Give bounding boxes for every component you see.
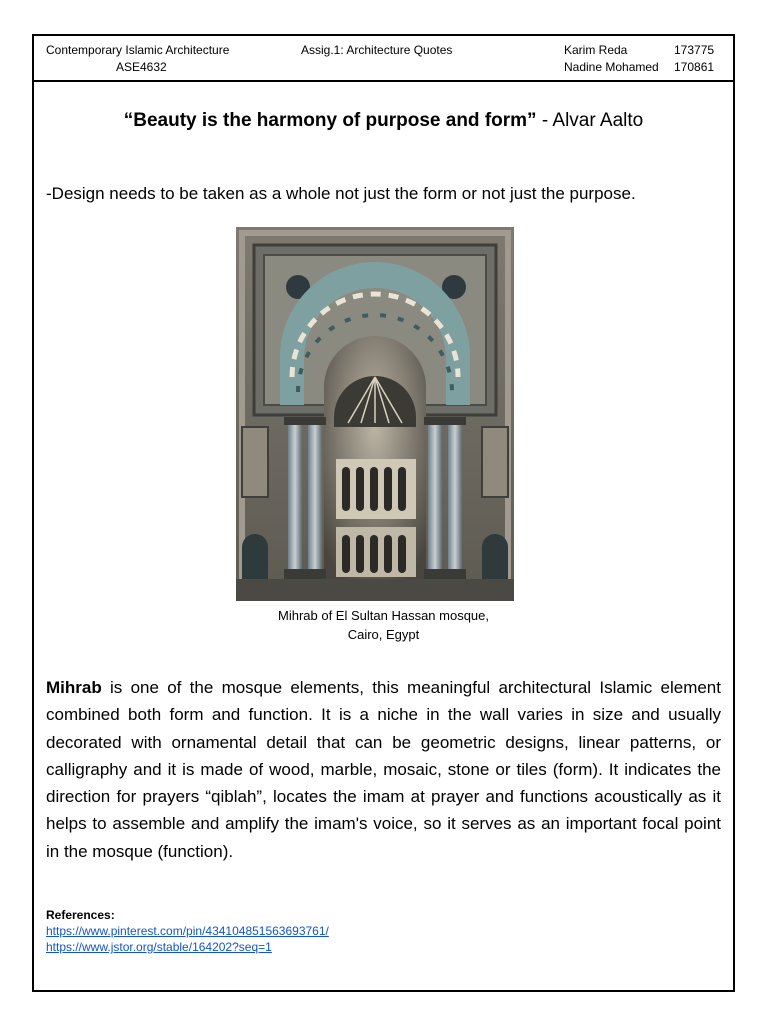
- references-section: [46, 907, 329, 955]
- quote-separator: -: [536, 110, 553, 131]
- paragraph-text: is one of the mosque elements, this meaningful architectural Islamic element combined both form and function. It is a niche in the wall varies in size and usually decorated with ornamental detail that can be geometric designs, linear patterns, or calligraphy and it is made of wood, marble, mosaic, stone or tiles (form). It indicates the direction for prayers “qiblah”, locates the imam at prayer and functions acoustically as it helps to assemble and amplify the imam's voice, so it serves as an important focal point in the mosque (function).: [46, 678, 721, 861]
- course-code: ASE4632: [116, 60, 167, 74]
- reference-link[interactable]: https://www.jstor.org/stable/164202?seq=1: [46, 940, 272, 954]
- caption-line: Cairo, Egypt: [347, 627, 420, 642]
- student-name: Nadine Mohamed: [564, 60, 659, 74]
- mihrab-photo: [236, 227, 514, 601]
- student-name: Karim Reda: [564, 43, 628, 57]
- assignment-title: Assig.1: Architecture Quotes: [301, 43, 453, 57]
- reference-link[interactable]: https://www.pinterest.com/pin/434104851563693761/: [46, 924, 329, 938]
- student-id: 173775: [674, 43, 715, 57]
- figure-caption: [32, 606, 735, 644]
- mihrab-term: Mihrab: [46, 678, 102, 697]
- document-header: [32, 34, 735, 82]
- references-title: References:: [46, 908, 115, 922]
- caption-line: Mihrab of El Sultan Hassan mosque,: [278, 608, 489, 623]
- quote-heading: [32, 110, 735, 132]
- course-title: Contemporary Islamic Architecture: [46, 43, 230, 57]
- student-id: 170861: [674, 60, 715, 74]
- mihrab-paragraph: [46, 674, 721, 865]
- quote-text: “Beauty is the harmony of purpose and form”: [123, 110, 537, 131]
- intro-line: -Design needs to be taken as a whole not just the form or not just the purpose.: [46, 184, 636, 203]
- quote-author: Alvar Aalto: [552, 110, 644, 131]
